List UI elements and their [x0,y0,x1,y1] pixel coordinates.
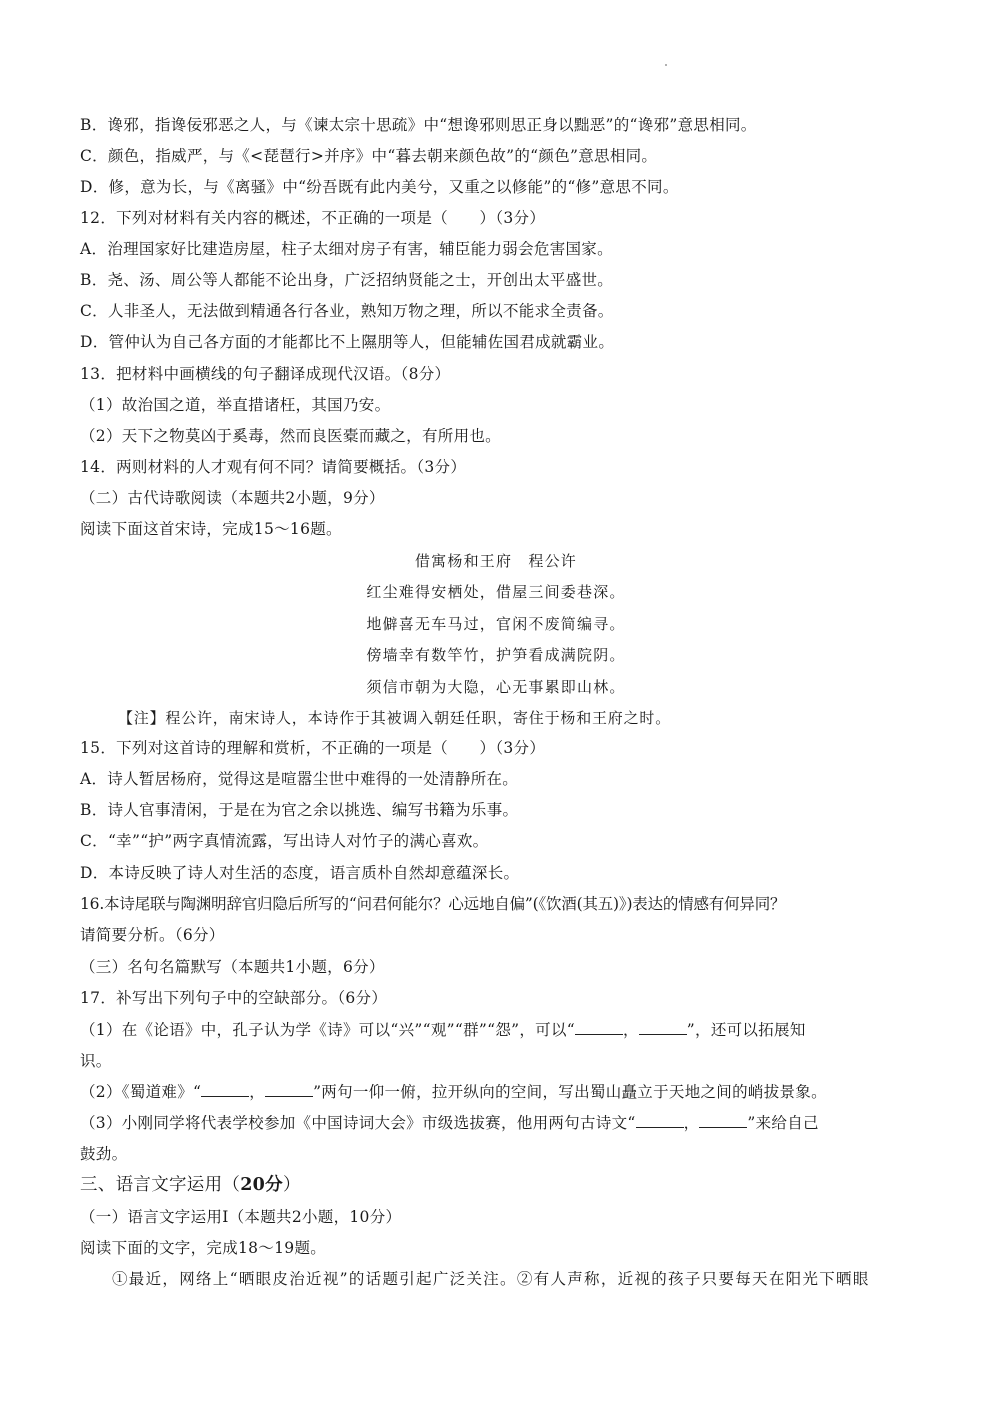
option-15a: A．诗人暂居杨府，觉得这是喧嚣尘世中难得的一处清静所在。 [80,770,519,788]
question-16: 16.本诗尾联与陶渊明辞官归隐后所写的“问君何能尔？心远地自偏”(《饮酒(其五)》)表达的情感有何异同？ [80,895,786,913]
section-3-title: 三、语言文字运用（20分） [80,1175,301,1195]
question-14: 14．两则材料的人才观有何不同？请简要概括。（3分） [80,458,467,476]
option-12a: A．治理国家好比建造房屋，柱子太细对房子有害，辅臣能力弱会危害国家。 [80,240,613,258]
section-poetry-heading: （二）古代诗歌阅读（本题共2小题，9分） [80,489,385,507]
answer-blank-1[interactable] [575,1020,623,1035]
answer-blank-4[interactable] [265,1082,313,1097]
poem-line-4: 须信市朝为大隐，心无事累即山林。 [366,678,626,696]
question-17-part1: （1）在《论语》中，孔子认为学《诗》可以“兴”“观”“群”“怨”，可以“ ， ”，还可以拓展知 [80,1021,806,1039]
question-13: 13．把材料中画横线的句子翻译成现代汉语。（8分） [80,365,451,383]
question-17: 17．补写出下列句子中的空缺部分。（6分） [80,989,388,1007]
option-11d: D．修，意为长，与《离骚》中“纷吾既有此内美兮，又重之以修能”的“修”意思不同。 [80,178,679,196]
question-17-part1-cont: 识。 [80,1052,112,1070]
option-15c: C．“幸”“护”两字真情流露，写出诗人对竹子的满心喜欢。 [80,832,489,850]
answer-blank-3[interactable] [201,1082,249,1097]
option-12c: C．人非圣人，无法做到精通各行各业，熟知万物之理，所以不能求全责备。 [80,302,614,320]
poetry-instruction: 阅读下面这首宋诗，完成15～16题。 [80,520,342,538]
question-12: 12．下列对材料有关内容的概述，不正确的一项是（ ）（3分） [80,209,546,227]
option-12d: D．管仲认为自己各方面的才能都比不上隰朋等人，但能辅佐国君成就霸业。 [80,333,615,351]
poem-note: 【注】程公许，南宋诗人，本诗作于其被调入朝廷任职，寄住于杨和王府之时。 [118,709,672,727]
question-13-part1: （1）故治国之道，举直措诸枉，其国乃安。 [80,396,391,414]
option-11c: C．颜色，指威严，与《<琵琶行>并序》中“暮去朝来颜色故”的“颜色”意思相同。 [80,147,658,165]
question-17-part2: （2）《蜀道难》“ ， ”两句一仰一俯，拉开纵向的空间，写出蜀山矗立于天地之间的峭拔景象。 [80,1083,827,1101]
section-3-sub: （一）语言文字运用Ⅰ（本题共2小题，10分） [80,1208,402,1226]
question-17-part3: （3）小刚同学将代表学校参加《中国诗词大会》市级选拔赛，他用两句古诗文“ ， ”来给自己 [80,1114,819,1132]
reading-paragraph: ①最近，网络上“晒眼皮治近视”的话题引起广泛关注。②有人声称，近视的孩子只要每天在阳光下晒眼 [112,1270,870,1288]
answer-blank-6[interactable] [699,1113,747,1128]
option-15d: D．本诗反映了诗人对生活的态度，语言质朴自然却意蕴深长。 [80,864,520,882]
poem-title: 借寓杨和王府 程公许 [414,552,577,570]
option-15b: B．诗人官事清闲，于是在为官之余以挑选、编写书籍为乐事。 [80,801,519,819]
answer-blank-2[interactable] [639,1020,687,1035]
option-11b: B．谗邪，指谗佞邪恶之人，与《谏太宗十思疏》中“想谗邪则思正身以黜恶”的“谗邪”意思相同。 [80,116,757,134]
question-15: 15．下列对这首诗的理解和赏析，不正确的一项是（ ）（3分） [80,739,546,757]
section-3-instruction: 阅读下面的文字，完成18～19题。 [80,1239,327,1257]
question-17-part3-cont: 鼓劲。 [80,1145,128,1163]
option-12b: B．尧、汤、周公等人都能不论出身，广泛招纳贤能之士，开创出太平盛世。 [80,271,614,289]
section-dictation-heading: （三）名句名篇默写（本题共1小题，6分） [80,958,385,976]
page-speck [665,64,667,66]
question-13-part2: （2）天下之物莫凶于奚毒，然而良医橐而藏之，有所用也。 [80,427,501,445]
poem-line-1: 红尘难得安栖处，借屋三间委巷深。 [366,583,626,601]
poem-line-3: 傍墙幸有数竿竹，护笋看成满院阴。 [366,646,626,664]
poem-line-2: 地僻喜无车马过，官闲不废简编寻。 [366,615,626,633]
answer-blank-5[interactable] [636,1113,684,1128]
question-16-cont: 请简要分析。（6分） [80,926,225,944]
